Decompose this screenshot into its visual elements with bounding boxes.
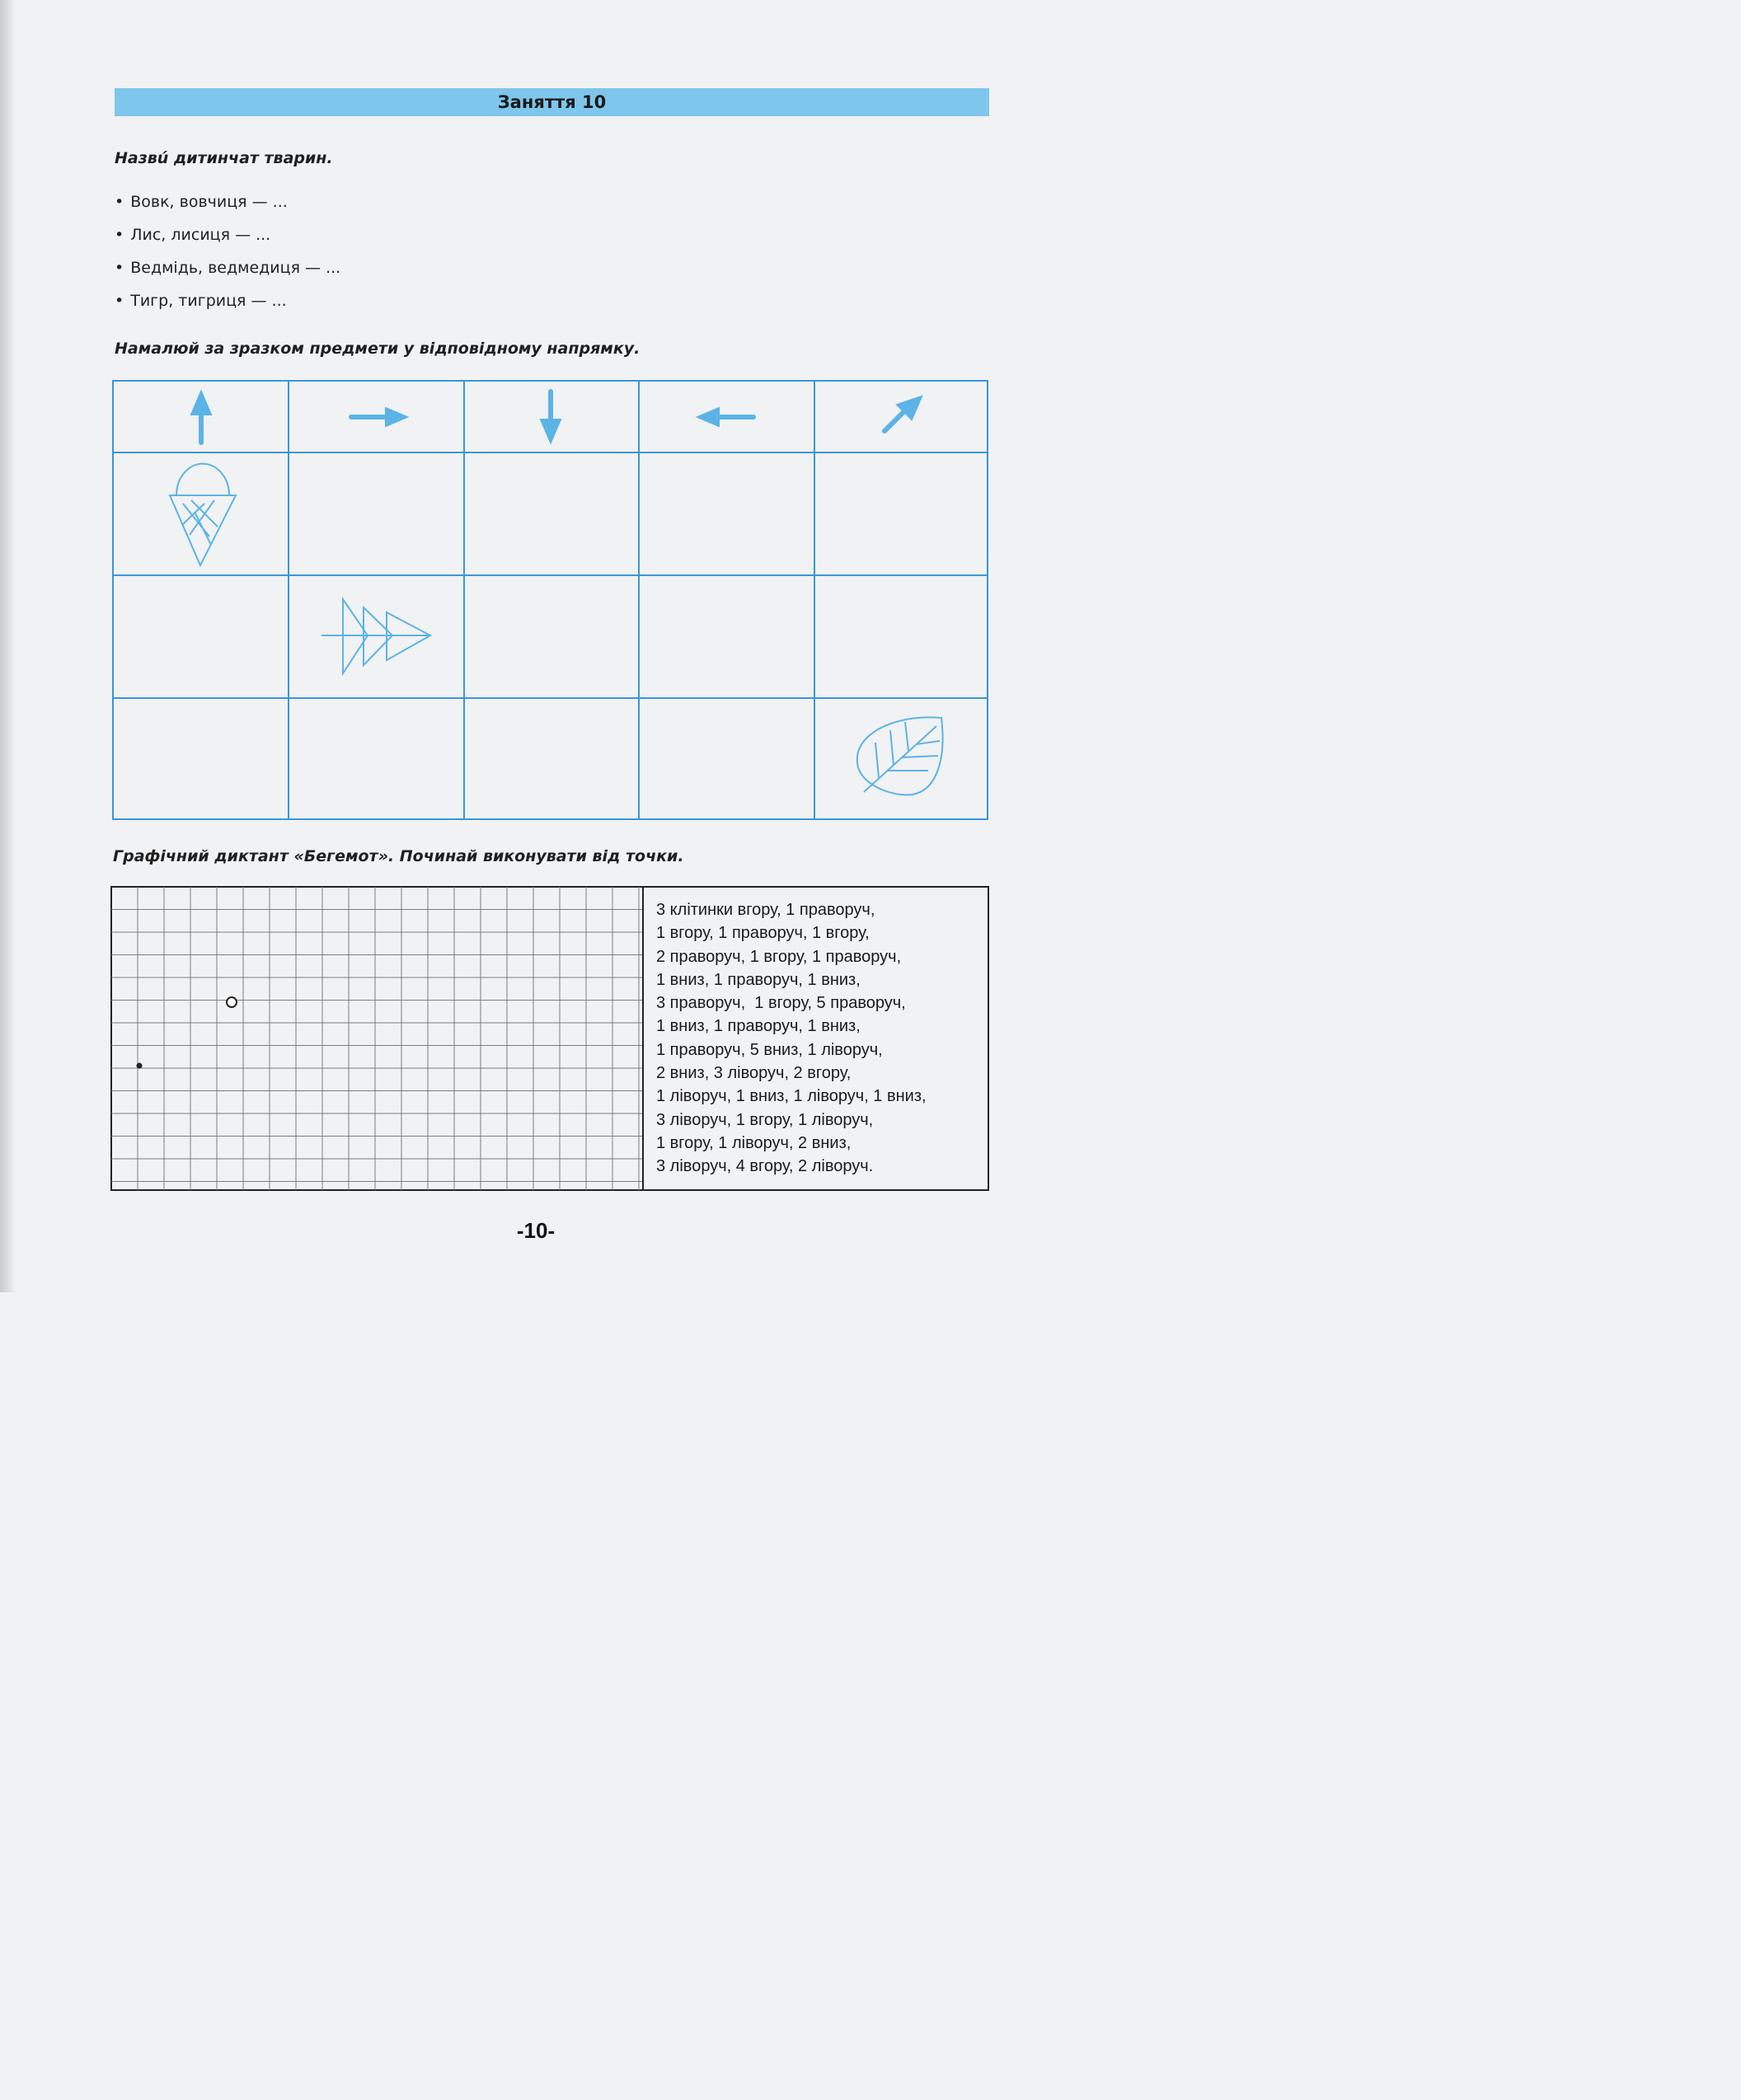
bullet-icon: • <box>115 292 124 310</box>
circle-marker-icon <box>227 997 237 1007</box>
down-arrow-icon <box>541 391 561 443</box>
animal-list <box>115 190 340 321</box>
direction-drawing-table <box>112 380 988 820</box>
leaf-icon <box>857 717 943 795</box>
page-number: -10- <box>516 1218 556 1243</box>
instruction-line: 3 ліворуч, 1 вгору, 1 ліворуч, <box>656 1110 874 1129</box>
left-arrow-icon <box>697 408 753 426</box>
list-item: • Вовк, вовчиця — ... <box>115 190 340 223</box>
instruction-line: 2 вниз, 3 ліворуч, 2 вгору, <box>656 1064 852 1083</box>
instruction-line: 1 вниз, 1 праворуч, 1 вниз, <box>656 1017 861 1036</box>
lesson-header-bar <box>115 88 989 116</box>
bullet-icon: • <box>115 259 124 277</box>
list-item: • Лис, лисиця — ... <box>115 223 340 255</box>
fir-tree-icon <box>321 599 430 673</box>
start-point-icon <box>137 1063 143 1069</box>
instruction-line: 1 праворуч, 5 вниз, 1 ліворуч, <box>656 1040 883 1059</box>
page-edge-shadow <box>0 0 15 1292</box>
direction-table-svg <box>112 380 988 820</box>
instruction-line: 1 вгору, 1 праворуч, 1 вгору, <box>656 924 870 943</box>
dictation-instructions <box>656 898 927 1179</box>
instruction-line: 3 клітинки вгору, 1 праворуч, <box>656 901 875 919</box>
graph-paper-grid <box>111 887 643 1190</box>
task1-title: Назвú дитинчат тварин. <box>115 149 333 167</box>
list-item: • Ведмідь, ведмедиця — ... <box>115 255 340 288</box>
up-right-arrow-icon <box>885 396 922 431</box>
right-arrow-icon <box>351 408 407 426</box>
list-item: • Тигр, тигриця — ... <box>115 288 340 321</box>
task3-title: Графічний диктант «Бегемот». Починай виконувати від точки. <box>113 847 684 865</box>
ice-cream-icon <box>170 464 236 565</box>
instruction-line: 1 ліворуч, 1 вниз, 1 ліворуч, 1 вниз, <box>656 1087 927 1106</box>
bullet-icon: • <box>115 193 124 211</box>
up-arrow-icon <box>191 391 211 443</box>
bullet-icon: • <box>115 226 124 244</box>
task2-title: Намалюй за зразком предмети у відповідному напрямку. <box>115 340 641 358</box>
lesson-title: Заняття 10 <box>497 92 607 112</box>
instruction-line: 2 праворуч, 1 вгору, 1 праворуч, <box>656 947 902 966</box>
instruction-line: 1 вниз, 1 праворуч, 1 вниз, <box>656 970 861 989</box>
instruction-line: 3 праворуч, 1 вгору, 5 праворуч, <box>656 994 906 1013</box>
table-grid-lines <box>113 381 988 819</box>
instruction-line: 3 ліворуч, 4 вгору, 2 ліворуч. <box>656 1157 874 1176</box>
instruction-line: 1 вгору, 1 ліворуч, 2 вниз, <box>656 1133 852 1152</box>
